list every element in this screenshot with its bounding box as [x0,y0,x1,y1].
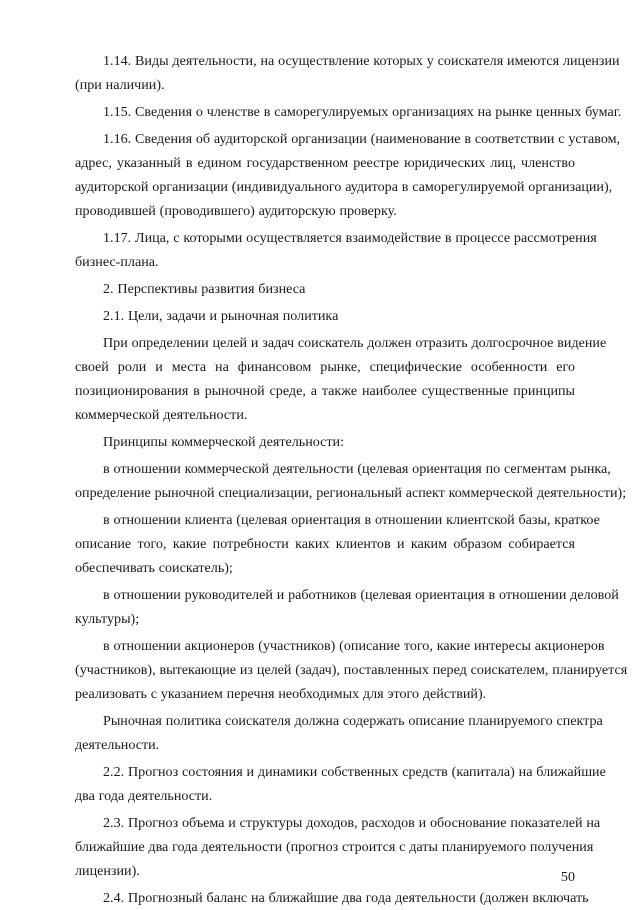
text-line: (участников), вытекающие из целей (задач), поставленных перед соискателем, планируется [75,662,628,678]
text-line: культуры); [75,611,140,627]
text-line: При определении целей и задач соискатель должен отразить долгосрочное видение [103,335,607,351]
text-line: бизнес-плана. [75,254,159,270]
text-line: обеспечивать соискатель); [75,560,233,576]
text-line: Рыночная политика соискателя должна содержать описание планируемого спектра [103,713,603,729]
text-line: Принципы коммерческой деятельности: [103,434,345,450]
text-line: своей роли и места на финансовом рынке, специфические особенности его [75,359,575,375]
text-line: 2.4. Прогнозный баланс на ближайшие два года деятельности (должен включать [103,890,589,906]
text-line: деятельности. [75,737,160,753]
text-line: (при наличии). [75,77,165,93]
text-line: 1.17. Лица, с которыми осуществляется взаимодействие в процессе рассмотрения [103,230,597,246]
text-line: проводившей (проводившего) аудиторскую проверку. [75,203,397,219]
text-line: ближайшие два года деятельности (прогноз строится с даты планируемого получения [75,839,594,855]
text-line: 1.16. Сведения об аудиторской организации (наименование в соответствии с уставом, [103,131,621,147]
text-line: в отношении акционеров (участников) (описание того, какие интересы акционеров [103,638,605,654]
text-line: два года деятельности. [75,788,213,804]
text-line: 1.15. Сведения о членстве в саморегулируемых организациях на рынке ценных бумаг. [103,104,622,120]
text-line: 2.2. Прогноз состояния и динамики собственных средств (капитала) на ближайшие [103,764,606,780]
text-line: в отношении руководителей и работников (целевая ориентация в отношении деловой [103,587,619,603]
text-line: определение рыночной специализации, региональный аспект коммерческой деятельности); [75,485,627,501]
page-number: 50 [560,869,575,885]
body-text [0,49,640,910]
text-line: адрес, указанный в едином государственном реестре юридических лиц, членство [75,155,575,171]
text-line: 1.14. Виды деятельности, на осуществление которых у соискателя имеются лицензии [103,53,620,69]
text-line: в отношении коммерческой деятельности (целевая ориентация по сегментам рынка, [103,461,611,477]
text-line: 2. Перспективы развития бизнеса [103,281,306,297]
text-line: 2.3. Прогноз объема и структуры доходов, расходов и обоснование показателей на [103,815,601,831]
text-line: позиционирования в рыночной среде, а также наиболее существенные принципы [75,383,575,399]
text-line: реализовать с указанием перечня необходимых для этого действий). [75,686,487,702]
text-line: лицензии). [75,863,140,879]
text-line: описание того, какие потребности каких клиентов и каким образом собирается [75,536,575,552]
text-line: коммерческой деятельности. [75,407,248,423]
text-line: 2.1. Цели, задачи и рыночная политика [103,308,339,324]
text-line: аудиторской организации (индивидуального аудитора в саморегулируемой организации), [75,179,613,195]
text-line: в отношении клиента (целевая ориентация в отношении клиентской базы, краткое [103,512,600,528]
